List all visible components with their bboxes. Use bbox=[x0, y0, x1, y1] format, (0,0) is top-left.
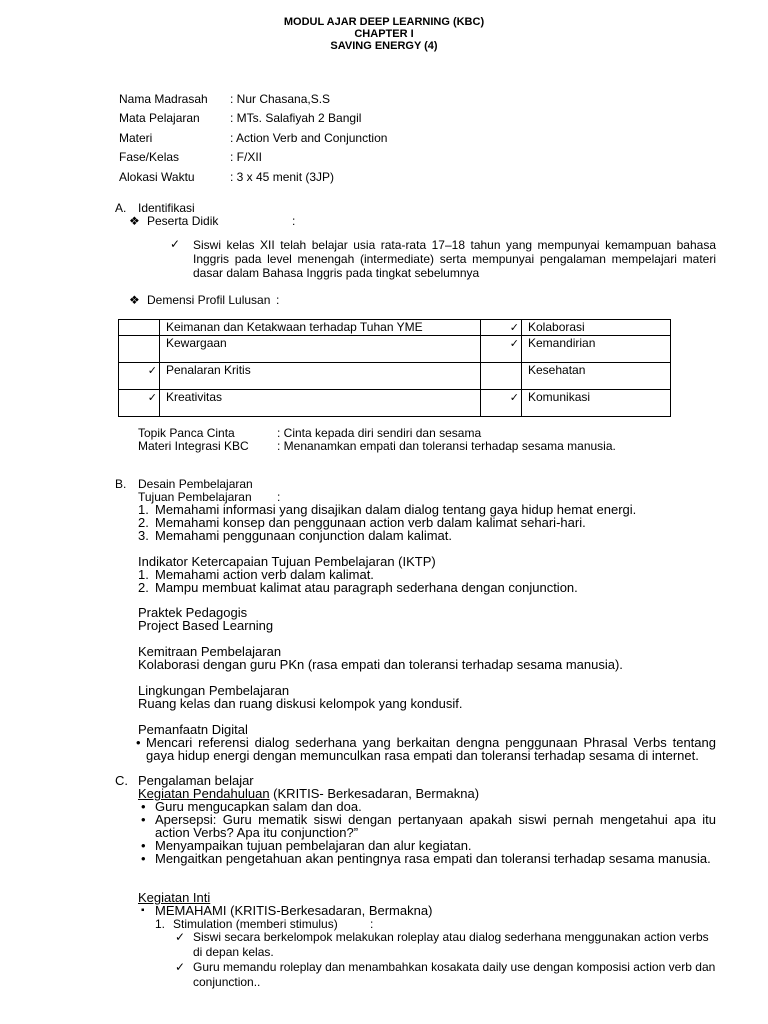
tujuan-label: Tujuan Pembelajaran bbox=[138, 490, 252, 504]
pendahuluan-title: Kegiatan Pendahuluan bbox=[138, 786, 270, 801]
check-icon: ✓ bbox=[147, 365, 157, 377]
topik-label: Topik Panca Cinta bbox=[138, 426, 235, 440]
identity-label: Mata Pelajaran bbox=[119, 111, 200, 125]
identity-value: : F/XII bbox=[230, 150, 263, 164]
profile-item: Kemandirian bbox=[522, 336, 671, 363]
inti-title: Kegiatan Inti bbox=[138, 890, 211, 905]
list-number: 2. bbox=[138, 515, 149, 530]
identity-value: : Nur Chasana,S.S bbox=[230, 92, 331, 106]
check-cell bbox=[481, 320, 522, 336]
iktp-item: Mampu membuat kalimat atau paragraph sederhana dengan conjunction. bbox=[155, 580, 578, 595]
check-cell bbox=[119, 336, 160, 363]
tujuan-item: Memahami informasi yang disajikan dalam dialog tentang gaya hidup hemat energi. bbox=[155, 502, 637, 517]
identity-label: Fase/Kelas bbox=[119, 150, 180, 164]
kemitraan-value: Kolaborasi dengan guru PKn (rasa empati dan toleransi terhadap sesama manusia). bbox=[138, 657, 623, 672]
doc-subtitle: SAVING ENERGY (4) bbox=[330, 40, 438, 52]
tujuan-item: Memahami konsep dan penggunaan action verb dalam kalimat sehari-hari. bbox=[155, 515, 586, 530]
doc-title: MODUL AJAR DEEP LEARNING (KBC) bbox=[283, 16, 485, 28]
peserta-colon: : bbox=[292, 214, 296, 228]
doc-chapter: CHAPTER I bbox=[354, 28, 414, 40]
integrasi-value: : Menanamkan empati dan toleransi terhadap sesama manusia. bbox=[277, 439, 616, 453]
check-cell bbox=[119, 390, 160, 417]
peserta-label: Peserta Didik bbox=[147, 214, 219, 228]
check-icon: ✓ bbox=[175, 930, 186, 944]
table-row bbox=[119, 336, 671, 363]
profile-item: Kreativitas bbox=[160, 390, 481, 417]
profile-item: Penalaran Kritis bbox=[160, 363, 481, 390]
check-icon: ✓ bbox=[509, 338, 519, 350]
section-c-letter: C. bbox=[115, 773, 128, 788]
identity-label: Materi bbox=[119, 131, 153, 145]
diamond-bullet-icon: ❖ bbox=[129, 214, 140, 228]
dimensi-label: Demensi Profil Lulusan bbox=[147, 293, 271, 307]
list-number: 3. bbox=[138, 528, 149, 543]
iktp-title: Indikator Ketercapaian Tujuan Pembelajaran (IKTP) bbox=[138, 554, 436, 569]
peserta-text: Siswi kelas XII telah belajar usia rata-rata 17–18 tahun yang mempunyai kemampuan bahasa Inggris pada level menengah (intermediate) serta mempunyai pengalaman mempelajari materi dasar dalam Bahasa Inggris pada tingkat sebelumnya bbox=[193, 238, 716, 280]
section-b-letter: B. bbox=[115, 477, 127, 491]
identity-value: : MTs. Salafiyah 2 Bangil bbox=[230, 111, 362, 125]
stim-item: Siswi secara berkelompok melakukan roleplay atau dialog sederhana menggunakan action verbs di depan kelas. bbox=[193, 930, 709, 959]
list-number: 1. bbox=[138, 567, 149, 582]
check-icon: ✓ bbox=[147, 392, 157, 404]
memahami-heading: MEMAHAMI (KRITIS-Berkesadaran, Bermakna) bbox=[155, 903, 433, 918]
digital-item: Mencari referensi dialog sederhana yang berkaitan dengna penggunaan Phrasal Verbs tentang gaya hidup energi dengan memunculkan rasa empati dan toleransi terhadap sesama di internet. bbox=[146, 735, 716, 763]
list-number: 1. bbox=[138, 502, 149, 517]
check-icon: ✓ bbox=[509, 322, 519, 334]
profile-item: Kewargaan bbox=[160, 336, 481, 363]
check-icon: ✓ bbox=[170, 237, 181, 251]
list-number: 2. bbox=[138, 580, 149, 595]
bullet-icon: • bbox=[136, 735, 141, 750]
iktp-item: Memahami action verb dalam kalimat. bbox=[155, 567, 374, 582]
praktek-value: Project Based Learning bbox=[138, 618, 274, 633]
identity-label: Alokasi Waktu bbox=[119, 170, 195, 184]
tujuan-colon: : bbox=[277, 490, 281, 504]
identity-label: Nama Madrasah bbox=[119, 92, 208, 106]
identity-value: : Action Verb and Conjunction bbox=[230, 131, 388, 145]
profile-item: Kolaborasi bbox=[522, 320, 671, 336]
lingkungan-title: Lingkungan Pembelajaran bbox=[138, 683, 290, 698]
profile-item: Keimanan dan Ketakwaan terhadap Tuhan YME bbox=[160, 320, 481, 336]
section-c-title: Pengalaman belajar bbox=[138, 773, 254, 788]
dimensi-colon: : bbox=[276, 293, 280, 307]
check-cell bbox=[119, 320, 160, 336]
pendahuluan-item: Guru mengucapkan salam dan doa. bbox=[155, 799, 362, 814]
stim-item: Guru memandu roleplay dan menambahkan kosakata daily use dengan komposisi action verb dan conjunction.. bbox=[193, 960, 716, 989]
tujuan-item: Memahami penggunaan conjunction dalam kalimat. bbox=[155, 528, 453, 543]
square-bullet-icon: ▪ bbox=[141, 905, 145, 916]
bullet-icon: • bbox=[141, 838, 146, 853]
check-icon: ✓ bbox=[175, 960, 186, 974]
pendahuluan-item: Apersepsi: Guru mematik siswi dengan pertanyaan apakah siswi pernah mengetahui apa itu action Verbs? Apa itu conjunction?” bbox=[155, 812, 716, 840]
stim-label: Stimulation (memberi stimulus) bbox=[173, 917, 338, 931]
section-a-letter: A. bbox=[115, 201, 127, 215]
pendahuluan-suffix: (KRITIS- Berkesadaran, Bermakna) bbox=[269, 786, 480, 801]
diamond-bullet-icon: ❖ bbox=[129, 293, 140, 307]
bullet-icon: • bbox=[141, 851, 146, 866]
stim-colon: : bbox=[370, 917, 374, 931]
pendahuluan-item: Menyampaikan tujuan pembelajaran dan alur kegiatan. bbox=[155, 838, 472, 853]
profile-item: Kesehatan bbox=[522, 363, 671, 390]
bullet-icon: • bbox=[141, 812, 146, 827]
pendahuluan-item: Mengaitkan pengetahuan akan pentingnya rasa empati dan toleransi terhadap sesama manusia. bbox=[155, 851, 711, 866]
check-cell bbox=[481, 390, 522, 417]
check-icon: ✓ bbox=[509, 392, 519, 404]
identity-value: : 3 x 45 menit (3JP) bbox=[230, 170, 335, 184]
profile-item: Komunikasi bbox=[522, 390, 671, 417]
praktek-title: Praktek Pedagogis bbox=[138, 605, 248, 620]
table-row bbox=[119, 363, 671, 390]
table-row bbox=[119, 390, 671, 417]
topik-value: : Cinta kepada diri sendiri dan sesama bbox=[277, 426, 482, 440]
kemitraan-title: Kemitraan Pembelajaran bbox=[138, 644, 282, 659]
table-row bbox=[119, 320, 671, 336]
lingkungan-value: Ruang kelas dan ruang diskusi kelompok yang kondusif. bbox=[138, 696, 463, 711]
section-b-title: Desain Pembelajaran bbox=[138, 477, 253, 491]
check-cell bbox=[481, 336, 522, 363]
integrasi-label: Materi Integrasi KBC bbox=[138, 439, 249, 453]
check-cell bbox=[481, 363, 522, 390]
digital-title: Pemanfaatn Digital bbox=[138, 722, 248, 737]
check-cell bbox=[119, 363, 160, 390]
bullet-icon: • bbox=[141, 799, 146, 814]
stim-number: 1. bbox=[155, 917, 166, 931]
section-a-title: Identifikasi bbox=[138, 201, 195, 215]
profil-table bbox=[118, 319, 671, 417]
